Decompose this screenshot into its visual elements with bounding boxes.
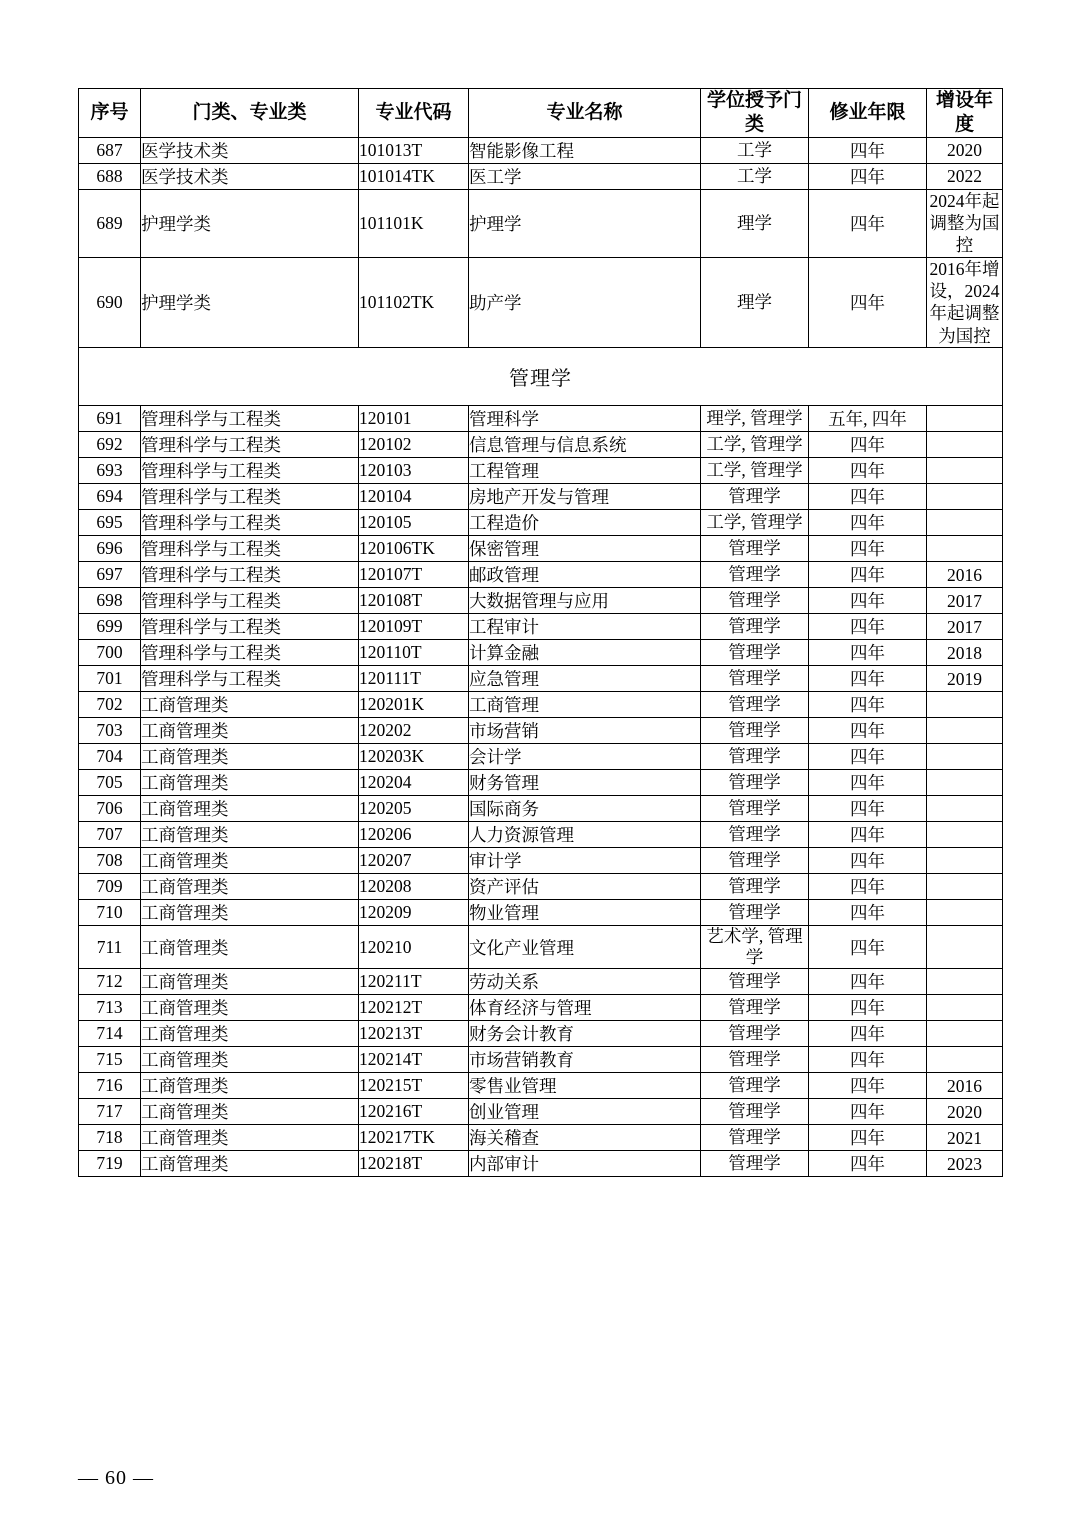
- cell-seq: 688: [79, 163, 141, 189]
- cell-degree: 工学: [701, 137, 809, 163]
- cell-degree: 管理学: [701, 614, 809, 640]
- table-row: [79, 1125, 1003, 1151]
- cell-degree: 管理学: [701, 1099, 809, 1125]
- cell-code: 120217TK: [359, 1125, 469, 1151]
- cell-degree: 工学: [701, 163, 809, 189]
- cell-name: 体育经济与管理: [469, 995, 701, 1021]
- cell-category: 工商管理类: [141, 874, 359, 900]
- cell-code: 120214T: [359, 1047, 469, 1073]
- cell-years: 四年: [809, 1021, 927, 1047]
- cell-category: 工商管理类: [141, 995, 359, 1021]
- cell-code: 120104: [359, 484, 469, 510]
- table-row: [79, 1047, 1003, 1073]
- cell-seq: 715: [79, 1047, 141, 1073]
- cell-seq: 695: [79, 510, 141, 536]
- cell-name: 信息管理与信息系统: [469, 432, 701, 458]
- cell-added: [927, 822, 1003, 848]
- cell-degree: 管理学: [701, 744, 809, 770]
- cell-seq: 705: [79, 770, 141, 796]
- cell-seq: 711: [79, 926, 141, 969]
- cell-name: 房地产开发与管理: [469, 484, 701, 510]
- cell-name: 劳动关系: [469, 969, 701, 995]
- cell-category: 医学技术类: [141, 137, 359, 163]
- cell-category: 护理学类: [141, 189, 359, 257]
- cell-name: 工程造价: [469, 510, 701, 536]
- column-header-category: 门类、专业类: [141, 89, 359, 138]
- table-row: [79, 874, 1003, 900]
- cell-name: 工程管理: [469, 458, 701, 484]
- cell-years: 四年: [809, 1047, 927, 1073]
- cell-added: [927, 770, 1003, 796]
- cell-years: 四年: [809, 614, 927, 640]
- cell-years: 四年: [809, 770, 927, 796]
- cell-added: 2020: [927, 137, 1003, 163]
- cell-category: 管理科学与工程类: [141, 406, 359, 432]
- cell-category: 工商管理类: [141, 744, 359, 770]
- cell-name: 海关稽查: [469, 1125, 701, 1151]
- cell-added: [927, 900, 1003, 926]
- cell-code: 120206: [359, 822, 469, 848]
- cell-category: 工商管理类: [141, 848, 359, 874]
- cell-years: 四年: [809, 536, 927, 562]
- cell-seq: 687: [79, 137, 141, 163]
- cell-category: 工商管理类: [141, 1151, 359, 1177]
- cell-years: 四年: [809, 1099, 927, 1125]
- table-row: [79, 995, 1003, 1021]
- cell-code: 120108T: [359, 588, 469, 614]
- cell-added: 2016: [927, 1073, 1003, 1099]
- cell-category: 工商管理类: [141, 1047, 359, 1073]
- table-row: [79, 562, 1003, 588]
- cell-name: 审计学: [469, 848, 701, 874]
- cell-seq: 699: [79, 614, 141, 640]
- cell-added: [927, 796, 1003, 822]
- cell-seq: 700: [79, 640, 141, 666]
- cell-category: 工商管理类: [141, 692, 359, 718]
- cell-added: [927, 1021, 1003, 1047]
- column-header-degree: 学位授予门类: [701, 89, 809, 138]
- cell-category: 管理科学与工程类: [141, 484, 359, 510]
- cell-name: 邮政管理: [469, 562, 701, 588]
- cell-code: 120203K: [359, 744, 469, 770]
- cell-code: 120207: [359, 848, 469, 874]
- table-row: [79, 432, 1003, 458]
- cell-degree: 工学, 管理学: [701, 458, 809, 484]
- cell-years: 四年: [809, 1125, 927, 1151]
- cell-seq: 708: [79, 848, 141, 874]
- cell-seq: 697: [79, 562, 141, 588]
- cell-years: 四年: [809, 163, 927, 189]
- cell-name: 财务管理: [469, 770, 701, 796]
- cell-seq: 706: [79, 796, 141, 822]
- cell-added: 2018: [927, 640, 1003, 666]
- cell-years: 四年: [809, 137, 927, 163]
- cell-category: 工商管理类: [141, 926, 359, 969]
- cell-years: 四年: [809, 692, 927, 718]
- table-row: [79, 969, 1003, 995]
- cell-added: [927, 406, 1003, 432]
- cell-years: 四年: [809, 189, 927, 257]
- cell-category: 管理科学与工程类: [141, 666, 359, 692]
- column-header-added: 增设年度: [927, 89, 1003, 138]
- cell-added: [927, 718, 1003, 744]
- cell-name: 智能影像工程: [469, 137, 701, 163]
- cell-seq: 701: [79, 666, 141, 692]
- cell-degree: 管理学: [701, 995, 809, 1021]
- cell-added: [927, 536, 1003, 562]
- cell-category: 护理学类: [141, 257, 359, 348]
- table-header: [79, 89, 1003, 138]
- cell-degree: 管理学: [701, 1021, 809, 1047]
- cell-seq: 718: [79, 1125, 141, 1151]
- table-row: [79, 536, 1003, 562]
- cell-seq: 692: [79, 432, 141, 458]
- table-row: [79, 848, 1003, 874]
- cell-added: 2016: [927, 562, 1003, 588]
- column-header-name: 专业名称: [469, 89, 701, 138]
- cell-degree: 管理学: [701, 796, 809, 822]
- cell-years: 四年: [809, 640, 927, 666]
- cell-name: 工程审计: [469, 614, 701, 640]
- cell-code: 120107T: [359, 562, 469, 588]
- cell-years: 四年: [809, 900, 927, 926]
- cell-degree: 管理学: [701, 848, 809, 874]
- cell-added: 2021: [927, 1125, 1003, 1151]
- cell-category: 工商管理类: [141, 900, 359, 926]
- cell-code: 120212T: [359, 995, 469, 1021]
- cell-code: 120210: [359, 926, 469, 969]
- cell-name: 物业管理: [469, 900, 701, 926]
- cell-degree: 管理学: [701, 666, 809, 692]
- cell-seq: 691: [79, 406, 141, 432]
- cell-added: 2019: [927, 666, 1003, 692]
- table-row: [79, 770, 1003, 796]
- table-row: [79, 666, 1003, 692]
- cell-added: [927, 692, 1003, 718]
- cell-name: 管理科学: [469, 406, 701, 432]
- cell-category: 工商管理类: [141, 796, 359, 822]
- table-row: [79, 1099, 1003, 1125]
- cell-code: 101101K: [359, 189, 469, 257]
- cell-code: 120202: [359, 718, 469, 744]
- cell-seq: 712: [79, 969, 141, 995]
- column-header-years: 修业年限: [809, 89, 927, 138]
- cell-code: 120208: [359, 874, 469, 900]
- cell-name: 应急管理: [469, 666, 701, 692]
- table-row: [79, 744, 1003, 770]
- cell-code: 120205: [359, 796, 469, 822]
- cell-code: 120105: [359, 510, 469, 536]
- cell-degree: 管理学: [701, 692, 809, 718]
- cell-years: 四年: [809, 848, 927, 874]
- cell-name: 文化产业管理: [469, 926, 701, 969]
- cell-years: 四年: [809, 822, 927, 848]
- cell-degree: 管理学: [701, 900, 809, 926]
- cell-category: 管理科学与工程类: [141, 510, 359, 536]
- cell-category: 管理科学与工程类: [141, 458, 359, 484]
- table-row: [79, 692, 1003, 718]
- page-number: — 60 —: [78, 1467, 154, 1489]
- cell-category: 工商管理类: [141, 1073, 359, 1099]
- cell-name: 财务会计教育: [469, 1021, 701, 1047]
- cell-code: 120211T: [359, 969, 469, 995]
- cell-code: 120102: [359, 432, 469, 458]
- cell-seq: 719: [79, 1151, 141, 1177]
- cell-name: 市场营销: [469, 718, 701, 744]
- cell-code: 120110T: [359, 640, 469, 666]
- cell-seq: 689: [79, 189, 141, 257]
- cell-code: 101014TK: [359, 163, 469, 189]
- cell-years: 四年: [809, 588, 927, 614]
- column-header-seq: 序号: [79, 89, 141, 138]
- cell-seq: 714: [79, 1021, 141, 1047]
- cell-name: 内部审计: [469, 1151, 701, 1177]
- cell-seq: 707: [79, 822, 141, 848]
- table-row: [79, 796, 1003, 822]
- cell-seq: 709: [79, 874, 141, 900]
- cell-category: 工商管理类: [141, 770, 359, 796]
- cell-degree: 管理学: [701, 718, 809, 744]
- cell-name: 计算金融: [469, 640, 701, 666]
- cell-code: 120103: [359, 458, 469, 484]
- cell-name: 创业管理: [469, 1099, 701, 1125]
- table-body: [79, 137, 1003, 1177]
- cell-code: 120201K: [359, 692, 469, 718]
- cell-years: 四年: [809, 796, 927, 822]
- cell-category: 工商管理类: [141, 969, 359, 995]
- table-row: [79, 900, 1003, 926]
- cell-name: 会计学: [469, 744, 701, 770]
- cell-added: 2017: [927, 614, 1003, 640]
- cell-name: 零售业管理: [469, 1073, 701, 1099]
- cell-seq: 704: [79, 744, 141, 770]
- cell-code: 101102TK: [359, 257, 469, 348]
- cell-added: 2022: [927, 163, 1003, 189]
- cell-name: 资产评估: [469, 874, 701, 900]
- cell-degree: 管理学: [701, 484, 809, 510]
- table-row: [79, 718, 1003, 744]
- cell-category: 管理科学与工程类: [141, 432, 359, 458]
- cell-name: 助产学: [469, 257, 701, 348]
- cell-name: 国际商务: [469, 796, 701, 822]
- table-row: [79, 614, 1003, 640]
- cell-degree: 管理学: [701, 588, 809, 614]
- table-row: [79, 588, 1003, 614]
- cell-years: 四年: [809, 458, 927, 484]
- cell-code: 120218T: [359, 1151, 469, 1177]
- table-row: [79, 189, 1003, 257]
- cell-name: 护理学: [469, 189, 701, 257]
- cell-degree: 管理学: [701, 1125, 809, 1151]
- table-row: [79, 1073, 1003, 1099]
- cell-code: 120209: [359, 900, 469, 926]
- cell-years: 四年: [809, 432, 927, 458]
- cell-category: 管理科学与工程类: [141, 588, 359, 614]
- cell-degree: 管理学: [701, 822, 809, 848]
- cell-category: 管理科学与工程类: [141, 614, 359, 640]
- cell-category: 管理科学与工程类: [141, 640, 359, 666]
- cell-name: 保密管理: [469, 536, 701, 562]
- cell-name: 工商管理: [469, 692, 701, 718]
- cell-seq: 690: [79, 257, 141, 348]
- table-row: [79, 163, 1003, 189]
- cell-added: [927, 874, 1003, 900]
- cell-added: 2017: [927, 588, 1003, 614]
- cell-degree: 工学, 管理学: [701, 510, 809, 536]
- cell-years: 四年: [809, 874, 927, 900]
- table-row: [79, 822, 1003, 848]
- cell-code: 120204: [359, 770, 469, 796]
- cell-name: 医工学: [469, 163, 701, 189]
- cell-seq: 710: [79, 900, 141, 926]
- section-title: 管理学: [79, 348, 1003, 406]
- cell-added: [927, 458, 1003, 484]
- cell-seq: 716: [79, 1073, 141, 1099]
- cell-category: 工商管理类: [141, 1125, 359, 1151]
- cell-years: 四年: [809, 1073, 927, 1099]
- cell-years: 四年: [809, 257, 927, 348]
- column-header-code: 专业代码: [359, 89, 469, 138]
- cell-added: 2023: [927, 1151, 1003, 1177]
- cell-seq: 713: [79, 995, 141, 1021]
- cell-added: [927, 484, 1003, 510]
- cell-code: 120111T: [359, 666, 469, 692]
- cell-degree: 管理学: [701, 969, 809, 995]
- cell-added: [927, 848, 1003, 874]
- cell-years: 四年: [809, 666, 927, 692]
- cell-years: 四年: [809, 1151, 927, 1177]
- cell-seq: 717: [79, 1099, 141, 1125]
- cell-degree: 理学, 管理学: [701, 406, 809, 432]
- table-section-row: [79, 348, 1003, 406]
- table-row: [79, 137, 1003, 163]
- cell-name: 市场营销教育: [469, 1047, 701, 1073]
- cell-category: 工商管理类: [141, 1099, 359, 1125]
- cell-code: 120216T: [359, 1099, 469, 1125]
- table-row: [79, 640, 1003, 666]
- cell-years: 四年: [809, 484, 927, 510]
- cell-added: [927, 1047, 1003, 1073]
- cell-added: [927, 744, 1003, 770]
- cell-years: 四年: [809, 718, 927, 744]
- cell-code: 120101: [359, 406, 469, 432]
- cell-code: 120109T: [359, 614, 469, 640]
- cell-seq: 694: [79, 484, 141, 510]
- cell-added: [927, 432, 1003, 458]
- cell-category: 工商管理类: [141, 718, 359, 744]
- cell-degree: 理学: [701, 189, 809, 257]
- cell-degree: 管理学: [701, 1151, 809, 1177]
- cell-added: [927, 926, 1003, 969]
- cell-years: 四年: [809, 744, 927, 770]
- table-row: [79, 1021, 1003, 1047]
- cell-degree: 管理学: [701, 770, 809, 796]
- cell-category: 医学技术类: [141, 163, 359, 189]
- cell-seq: 698: [79, 588, 141, 614]
- table-row: [79, 1151, 1003, 1177]
- cell-category: 管理科学与工程类: [141, 562, 359, 588]
- cell-years: 四年: [809, 969, 927, 995]
- table-row: [79, 458, 1003, 484]
- table-header-row: [79, 89, 1003, 138]
- cell-years: 四年: [809, 562, 927, 588]
- cell-degree: 管理学: [701, 562, 809, 588]
- table-row: [79, 484, 1003, 510]
- cell-seq: 703: [79, 718, 141, 744]
- cell-category: 工商管理类: [141, 1021, 359, 1047]
- cell-added: [927, 995, 1003, 1021]
- cell-code: 120213T: [359, 1021, 469, 1047]
- cell-degree: 艺术学, 管理学: [701, 926, 809, 969]
- cell-added: [927, 510, 1003, 536]
- cell-degree: 管理学: [701, 536, 809, 562]
- cell-added: 2020: [927, 1099, 1003, 1125]
- cell-years: 四年: [809, 995, 927, 1021]
- cell-added: 2024年起调整为国控: [927, 189, 1003, 257]
- table-row: [79, 510, 1003, 536]
- cell-seq: 693: [79, 458, 141, 484]
- cell-degree: 理学: [701, 257, 809, 348]
- cell-degree: 工学, 管理学: [701, 432, 809, 458]
- cell-name: 大数据管理与应用: [469, 588, 701, 614]
- cell-added: [927, 969, 1003, 995]
- cell-code: 120215T: [359, 1073, 469, 1099]
- cell-category: 管理科学与工程类: [141, 536, 359, 562]
- cell-category: 工商管理类: [141, 822, 359, 848]
- cell-seq: 696: [79, 536, 141, 562]
- cell-added: 2016年增设，2024年起调整为国控: [927, 257, 1003, 348]
- cell-years: 四年: [809, 510, 927, 536]
- cell-code: 120106TK: [359, 536, 469, 562]
- cell-name: 人力资源管理: [469, 822, 701, 848]
- cell-degree: 管理学: [701, 1047, 809, 1073]
- table-row: [79, 926, 1003, 969]
- table-row: [79, 406, 1003, 432]
- table-row: [79, 257, 1003, 348]
- majors-table: [78, 88, 1003, 1177]
- cell-years: 五年, 四年: [809, 406, 927, 432]
- cell-degree: 管理学: [701, 640, 809, 666]
- cell-degree: 管理学: [701, 874, 809, 900]
- cell-seq: 702: [79, 692, 141, 718]
- cell-code: 101013T: [359, 137, 469, 163]
- cell-degree: 管理学: [701, 1073, 809, 1099]
- cell-years: 四年: [809, 926, 927, 969]
